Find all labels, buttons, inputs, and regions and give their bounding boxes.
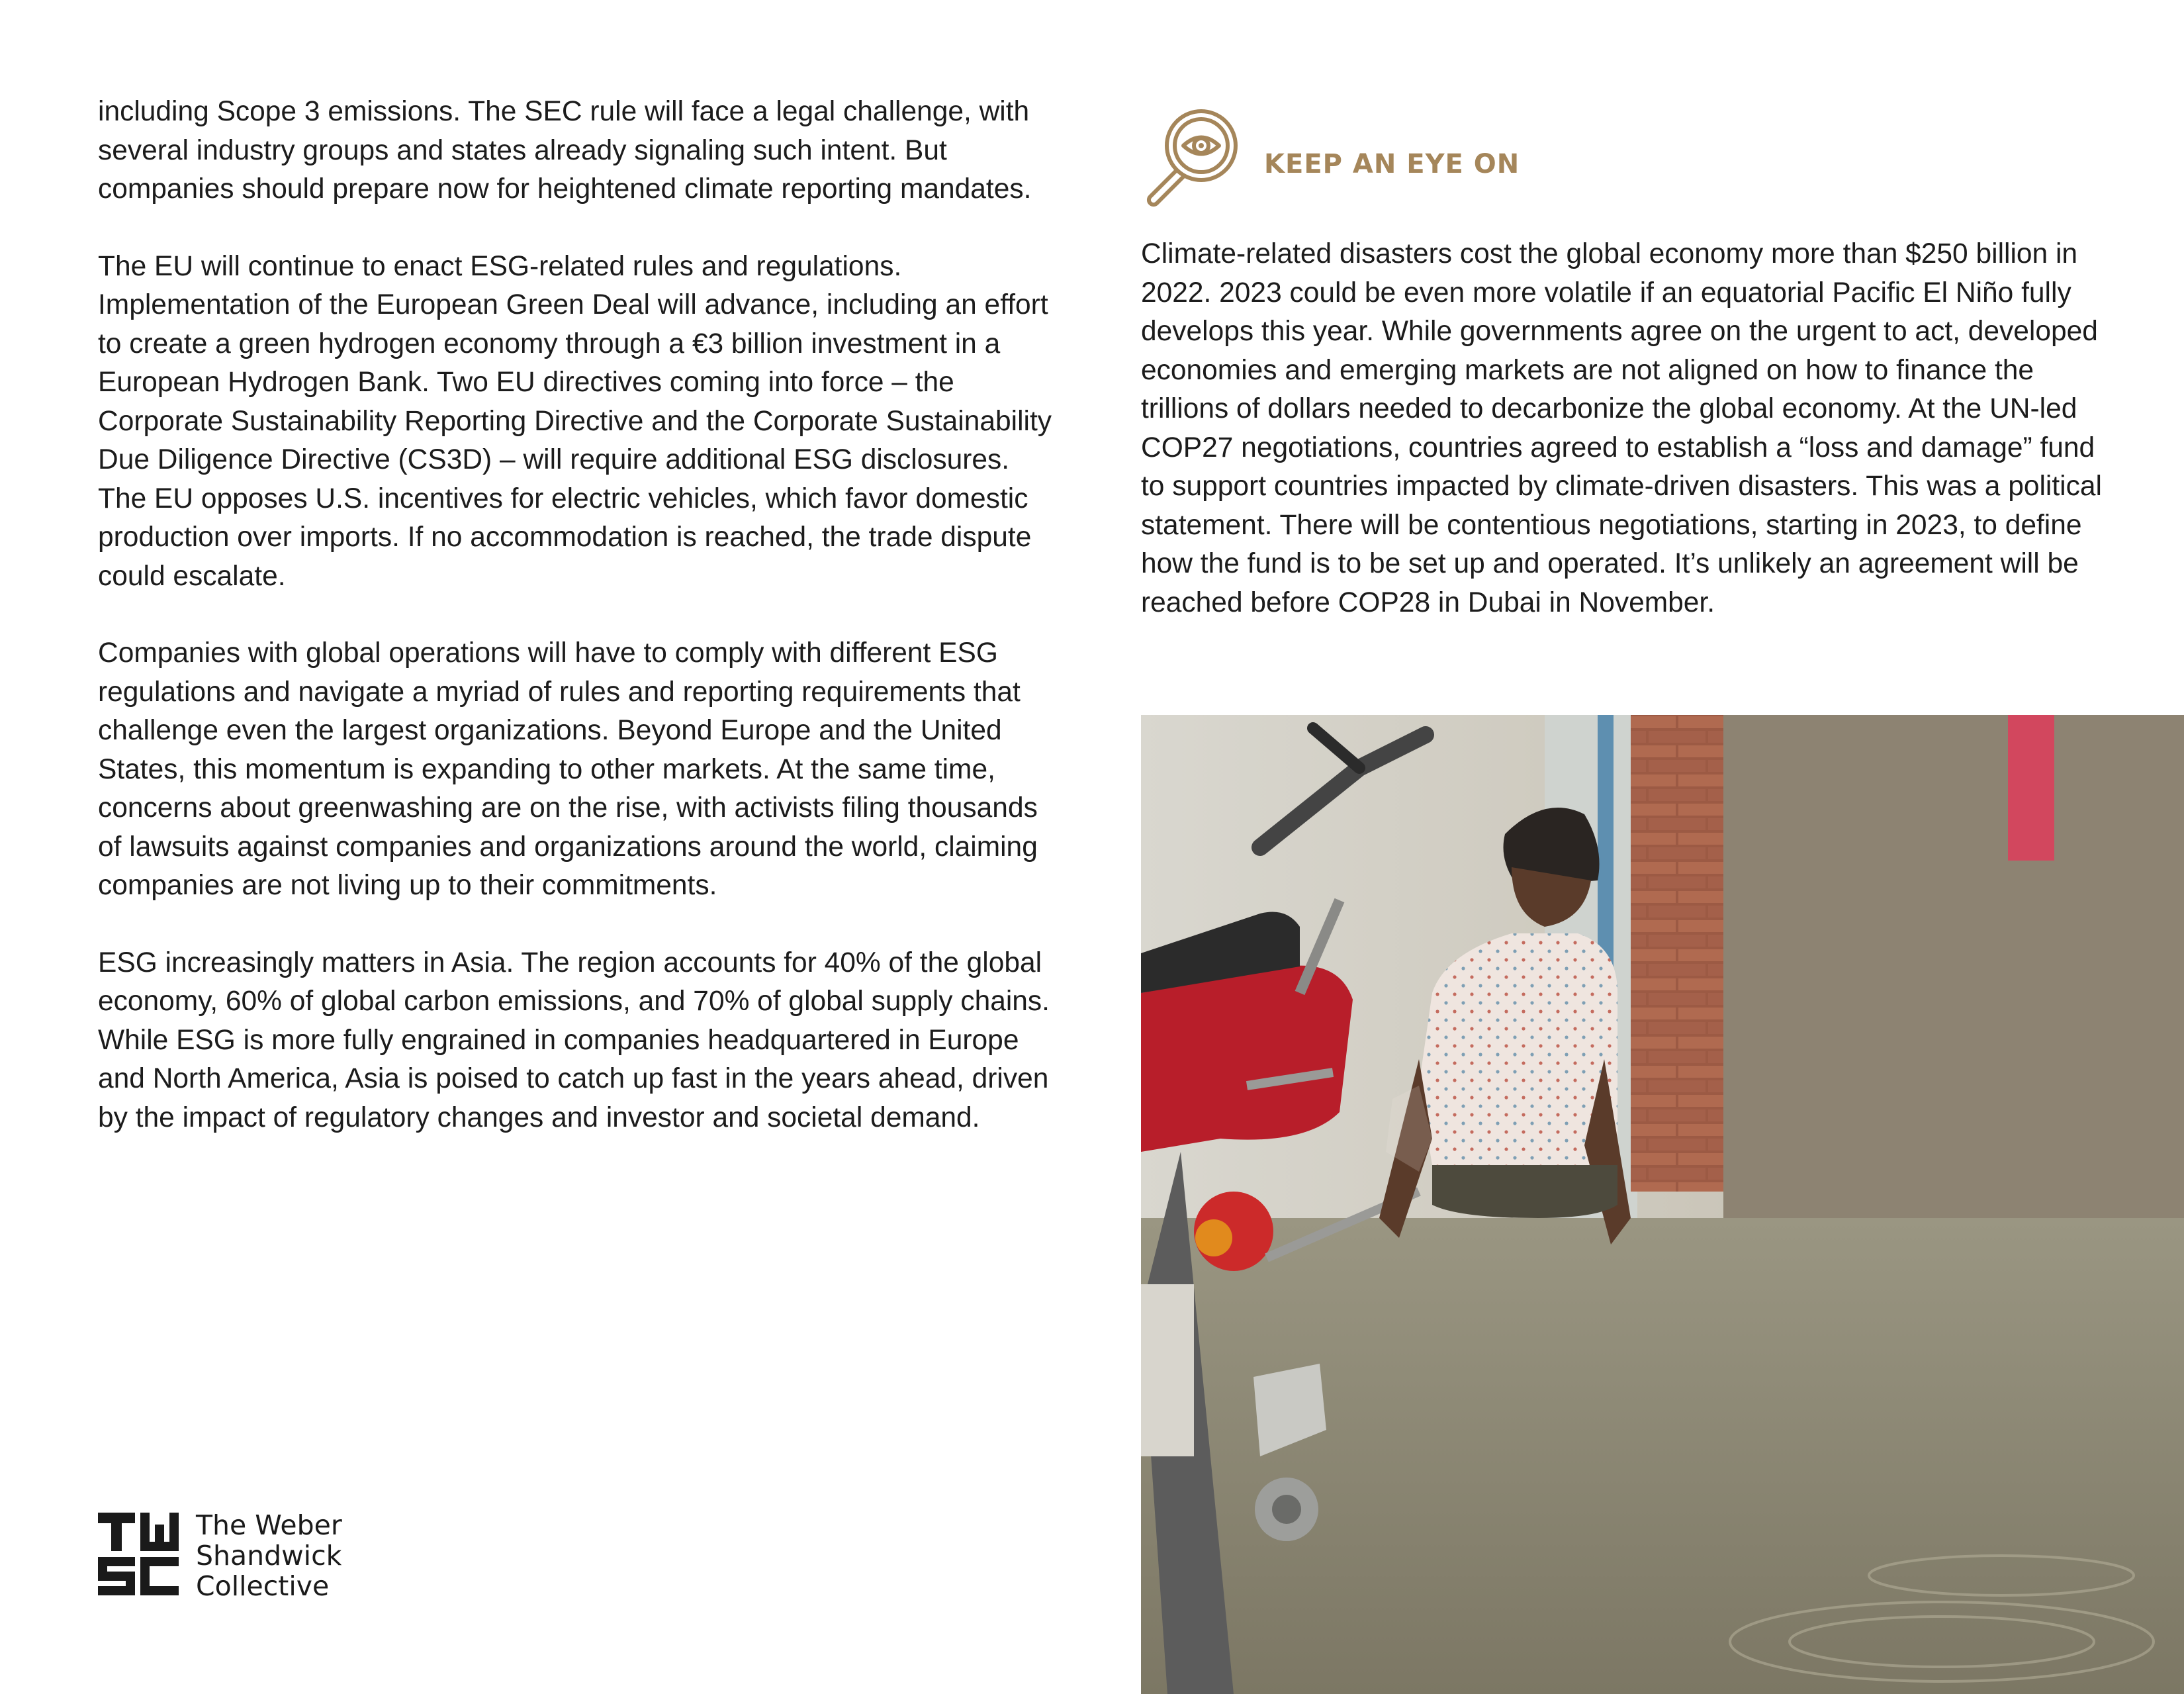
left-column <box>98 93 1064 1176</box>
logo-wordmark <box>196 1510 342 1601</box>
logo-line-1: The Weber <box>196 1509 342 1541</box>
paragraph-scope3: including Scope 3 emissions. The SEC rule will face a legal challenge, with several industry groups and states already signaling such intent. But companies should prepare now for heightened climate reporting mandates. <box>98 96 1032 205</box>
flood-photo-illustration <box>1141 715 2184 1694</box>
twsc-logo-mark <box>98 1513 179 1595</box>
paragraph-eu-regulations: The EU will continue to enact ESG-related rules and regulations. Implementation of the European Green Deal will advance, including an effort to create a green hydrogen economy through a €3 billion investment in a European Hydrogen Bank. Two EU directives coming into force – the Corporate Sustainability Reporting Directive and the Corporate Sustainability Due Diligence Directive (CS3D) – will require additional ESG disclosures. The EU opposes U.S. incentives for electric vehicles, which favor domestic production over imports. If no accommodation is reached, the trade dispute could escalate. <box>98 250 1052 592</box>
logo-line-3: Collective <box>196 1570 330 1602</box>
paragraph-global-operations: Companies with global operations will have to comply with different ESG regulations and navigate a myriad of rules and reporting requirements that challenge even the largest organizations. Beyond Europe and the United States, this momentum is expanding to other markets. At the same time, concerns about greenwashing are on the rise, with activists filing thousands of lawsuits against companies and organizations around the world, claiming companies are not living up to their commitments. <box>98 637 1038 901</box>
logo-line-2: Shandwick <box>196 1540 342 1572</box>
magnifier-eye-icon <box>1138 103 1251 215</box>
twsc-logo <box>98 1509 442 1602</box>
flood-photo <box>1141 715 2184 1694</box>
paragraph-asia: ESG increasingly matters in Asia. The region accounts for 40% of the global economy, 60% of global carbon emissions, and 70% of global supply chains. While ESG is more fully engrained in companies headquartered in Europe and North America, Asia is poised to catch up fast in the years ahead, driven by the impact of regulatory changes and investor and societal demand. <box>98 947 1050 1133</box>
sidebar-paragraph: Climate-related disasters cost the global economy more than $250 billion in 2022. 2023 could be even more volatile if an equatorial Pacific El Niño fully develops this year. While governments agree on the urgent to act, developed economies and emerging markets are not aligned on how to finance the trillions of dollars needed to decarbonize the global economy. At the UN-led COP27 negotiations, countries agreed to establish a “loss and damage” fund to support countries impacted by climate-driven disasters. This was a political statement. There will be contentious negotiations, starting in 2023, to define how the fund is to be set up and operated. It’s unlikely an agreement will be reached before COP28 in Dubai in November. <box>1141 238 2102 618</box>
sidebar-body <box>1141 235 2107 622</box>
keep-an-eye-on-header <box>1138 103 1668 215</box>
keep-an-eye-on-title: KEEP AN EYE ON <box>1264 149 1520 179</box>
